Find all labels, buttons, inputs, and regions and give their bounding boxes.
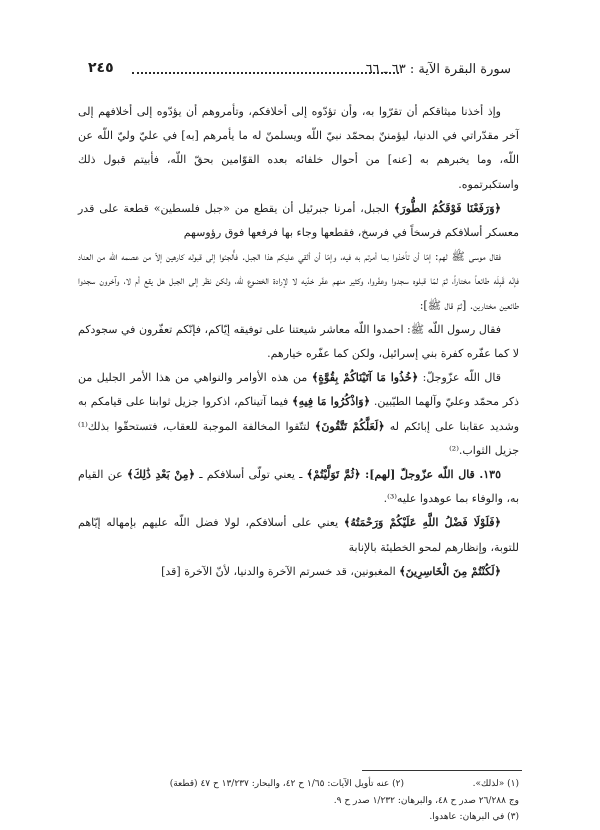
paragraph (78, 463, 519, 511)
paragraph (78, 100, 519, 197)
footnote-row (78, 776, 519, 793)
paragraph-text: قال اللّه عزّوجلّ: (418, 371, 501, 385)
quran-verse: ﴿خُذُوا مَا آتَيْنَاكُمْ بِقُوَّةٍ﴾ (311, 371, 419, 385)
paragraph (78, 197, 519, 245)
paragraph-text: عن القيام به، والوفاء بما عوهدوا عليه⁽³⁾. (78, 468, 519, 506)
footnote-2: (٢) عنه تأويل الآيات: ١/٦٥ ح ٤٢، والبحار: ١٣/٢٣٧ ح ٤٧ (قطعة) (169, 779, 404, 789)
paragraph-text: فيما آتيناكم، اذكروا جزيل ثوابنا على قيامكم به وشديد عقابنا على إبائكم له (78, 395, 520, 433)
paragraph (78, 511, 519, 559)
section-lead: ١٣٥. قال اللّه عزّوجلّ [لهم]: ﴿ثُمَّ تَوَلَّيْتُمْ﴾ (306, 468, 501, 482)
quran-verse: ﴿فَلَوْلَا فَضْلُ اللَّهِ عَلَيْكُمْ وَرَحْمَتُهُ﴾ (343, 516, 502, 530)
paragraph-text: وإذ أخذنا ميثاقكم أن تقرّوا به، وأن تؤدّوه إلى أخلافكم، وتأمروهم أن يؤدّوه إلى أخلافهم إلى آخر مقدّراتي في الدنيا، ليؤمننّ بمحمّد نبيّ اللّه ويسلمنّ له ما يأمرهم [به] في عليّ وليّ اللّه عن اللّه، وما يخبرهم به [عنه] من أحوال خلفائه بعده القوّامين بحقّ اللّه، فأبيتم قبول ذلك واستكبرتموه. (78, 105, 519, 191)
paragraph-text: فقال موسى ﷺ لهم: إمّا أن تأخذوا بما أمرتم به فيه، وإمّا أن ألقي عليكم هذا الجبل. فأُلجئوا إلى قبوله كارهين إلاّ من عصمه اللّه من العناد فإنّه قَبِلَه طائعاً مختاراً، ثمّ لمّا قبلوه سجدوا وعفّروا، وكثير منهم عفّر خدّيه لا لإرادة الخضوع للّه، ولكن نظر إلى الجبل هل يقع أم لا، وآخرون سجدوا طائعين مختارين. [ثمّ قال ﷺ]: (78, 250, 519, 312)
page-header (88, 60, 511, 82)
paragraph (78, 318, 519, 366)
paragraph (78, 560, 519, 584)
page-number: ٢٤٥ (88, 60, 114, 76)
quran-verse: ﴿لَكُنْتُمْ مِنَ الْخَاسِرِينَ﴾ (399, 564, 501, 578)
paragraph-text: ـ يعني تولّى أسلافكم ـ (194, 468, 307, 482)
paragraph (78, 245, 519, 318)
paragraph-text: فقال رسول اللّه ﷺ: احمدوا اللّه معاشر شيعتنا على توفيقه إيّاكم، فإنّكم تعفّرون في سجودكم لا كما عفّره كفرة بني إسرائيل، ولكن كما عفّره خيارهم. (78, 322, 519, 361)
quran-verse: ﴿وَرَفَعْنَا فَوْقَكُمُ الطُّورَ﴾ (393, 201, 501, 215)
footnotes (78, 776, 519, 826)
footnote-3: (٣) في البرهان: عاهدوا. (429, 812, 519, 822)
quran-verse: ﴿وَاذْكُرُوا مَا فِيهِ﴾ (292, 395, 371, 409)
footnote-2-continued: وج ٢٦/٢٨٨ صدر ح ٤٨، والبرهان: ١/٢٣٢ صدر ح ٩. (333, 795, 519, 806)
paragraph-text: المغبونين، قد خسرتم الآخرة والدنيا، لأنّ الآخرة [قد] (161, 564, 400, 578)
quran-verse: ﴿لَعَلَّكُمْ تَتَّقُونَ﴾ (314, 419, 385, 433)
header-dotted-rule (132, 72, 399, 74)
running-title: سورة البقرة الآية : ٦٣ ـ ٦٦ (365, 62, 511, 77)
paragraph-text: يعني على أسلافكم، لولا فضل اللّه عليهم بإمهاله إيّاهم للتوبة، وإنظارهم لمحو الخطيئة بالإنابة (78, 516, 519, 554)
paragraph-text: الجبل، أمرنا جبرئيل أن يقطع من «جبل فلسطين» قطعة على قدر معسكر أسلافكم فرسخاً في فرسخ، فقطعها وجاء بها فرفعها فوق رؤوسهم (78, 201, 519, 240)
footnote-separator (362, 770, 522, 771)
paragraph-text: لتتّقوا المخالفة الموجبة للعقاب، فتستحقّوا بذلك⁽¹⁾ جزيل الثواب.⁽²⁾ (78, 419, 519, 457)
paragraph (78, 366, 519, 463)
paragraph-text: من هذه الأوامر والنواهي من هذا الأمر الجليل من ذكر محمّد وعليّ وآلهما الطيّبين. (78, 371, 519, 409)
footnote-1: (١) «لذلك». (472, 779, 519, 789)
quran-verse: ﴿مِنْ بَعْدِ ذَٰلِكَ﴾ (126, 468, 195, 482)
main-text (78, 100, 519, 584)
